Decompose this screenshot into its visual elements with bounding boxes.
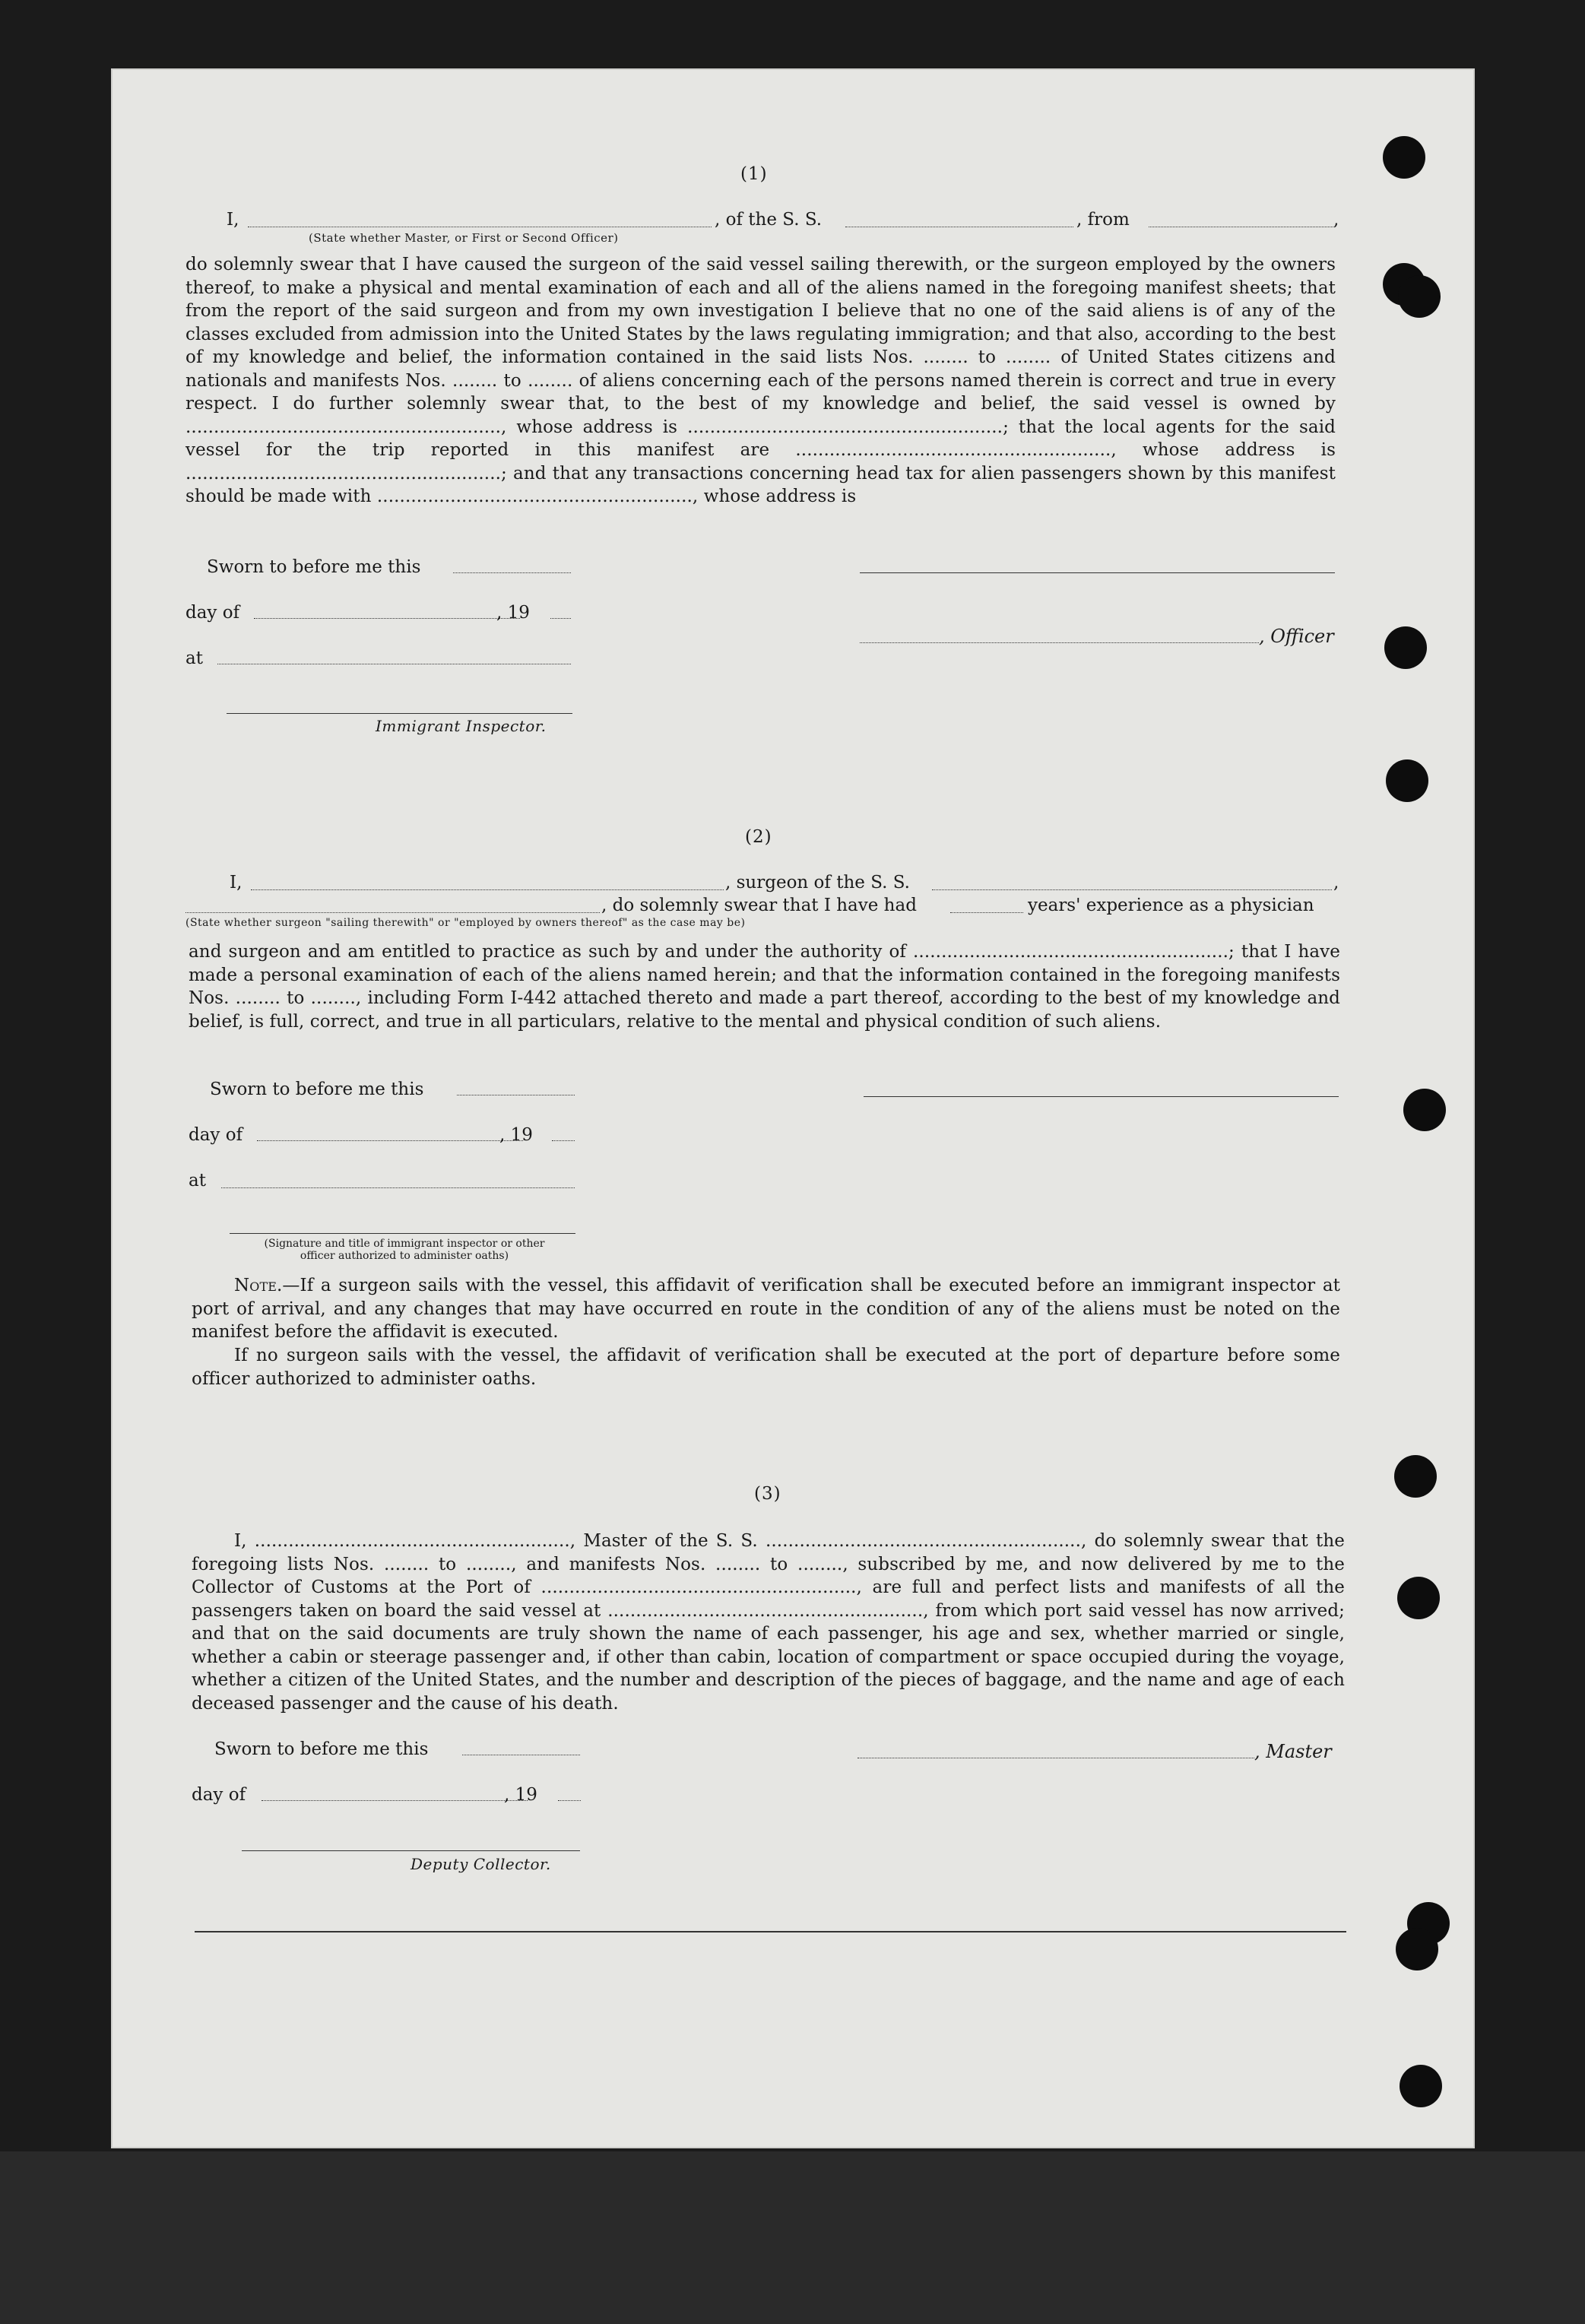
s2-surgeon-of-label: , surgeon of the S. S. <box>725 873 910 893</box>
punch-hole <box>1386 759 1428 802</box>
s2-year-field[interactable] <box>552 1140 575 1141</box>
scanner-background <box>0 2151 1585 2324</box>
s1-oath-paragraph: do solemnly swear that I have caused the surgeon of the said vessel sailing therewith, or the surgeon employed by the owners thereof, to make a physical and mental examination of each and all of the aliens named in the foregoing manifest sheets; that from the report of the said surgeon and from my own investigation I believe that no one of the said aliens is of any of the classes excluded from admission into the United States by the laws regulating immigration; and that also, according to the best of my knowledge and belief, the information contained in the said lists Nos. ........ to ........ of United States citizens and nationals and manifests Nos. ........ to ........ of aliens concerning each of the persons named therein is correct and true in every respect. I do further solemnly swear that, to the best of my knowledge and belief, the said vessel is owned by ........................................................, whose address is ........................................................; that the local agents for the said vessel for the trip reported in this manifest are ........................................................, whose address is ........................................................; and that any transactions concerning head tax for alien passengers shown by this manifest should be made with ........................................................, whose address is <box>185 255 1336 506</box>
s2-comma: , <box>1333 873 1339 893</box>
s3-deputy-caption: Deputy Collector. <box>411 1855 551 1873</box>
s1-i-label: I, <box>227 210 239 230</box>
s2-years-field[interactable] <box>950 912 1023 913</box>
s2-year-prefix: , 19 <box>499 1125 533 1145</box>
s3-deputy-signature-line[interactable] <box>242 1850 580 1851</box>
s1-rank-caption: (State whether Master, or First or Second Officer) <box>309 231 619 245</box>
s2-i-label: I, <box>230 873 243 893</box>
s2-signature-line[interactable] <box>230 1233 575 1234</box>
punch-hole <box>1396 1928 1438 1970</box>
section-2-number: (2) <box>745 827 772 847</box>
punch-hole <box>1394 1455 1437 1498</box>
s3-month-field[interactable] <box>262 1800 528 1801</box>
s1-of-ss-label: , of the S. S. <box>715 210 823 230</box>
s1-officer-signature-line[interactable] <box>860 572 1335 573</box>
s2-month-field[interactable] <box>257 1140 523 1141</box>
punch-hole <box>1384 626 1427 669</box>
punch-hole <box>1397 1577 1440 1619</box>
s3-master-label: , Master <box>1254 1741 1332 1762</box>
s1-comma: , <box>1333 210 1339 230</box>
s2-vessel-name-field[interactable] <box>932 889 1332 890</box>
s1-day-of-label: day of <box>185 603 240 623</box>
s3-oath-paragraph: I, ........................................................, Master of the S. S. ........................................................, do solemnly swear that the foregoing lists Nos. ........ to ........, and manifests Nos. ........ to ........, subscribed by me, and now delivered by me to the Collector of Customs at the Port of ........................................................, are full and perfect lists and manifests of all the passengers taken on board the said vessel at ........................................................, from which port said vessel has now arrived; and that on the said documents are truly shown the name of each passenger, his age and sex, whether married or single, whether a cabin or steerage passenger and, if other than cabin, location of compartment or space occupied during the voyage, whether a citizen of the United States, and the number and description of the pieces of baggage, and the name and age of each deceased passenger and the cause of his death. <box>192 1531 1345 1714</box>
s2-at-label: at <box>189 1171 206 1191</box>
s1-year-field[interactable] <box>550 618 571 619</box>
section-3-number: (3) <box>754 1484 781 1504</box>
s1-officer-name-field[interactable] <box>860 642 1259 643</box>
s2-swear-label: , do solemnly swear that I have had <box>601 896 917 915</box>
s2-signature-caption: (Signature and title of immigrant inspector or other officer authorized to administer oaths) <box>264 1238 545 1262</box>
s1-at-label: at <box>185 648 203 668</box>
s1-year-prefix: , 19 <box>496 603 530 623</box>
s1-month-field[interactable] <box>254 618 520 619</box>
s2-sworn-label: Sworn to before me this <box>210 1080 424 1099</box>
s3-day-of-label: day of <box>192 1785 246 1805</box>
section-1-number: (1) <box>740 164 768 184</box>
s2-note-paragraph <box>192 1274 1340 1344</box>
s2-oath-paragraph: and surgeon and am entitled to practice as such by and under the authority of ........................................................; that I have made a personal examination of each of the aliens named herein; and that the information contained in the foregoing manifests Nos. ........ to ........, including Form I-442 attached thereto and made a part thereof, according to the best of my knowledge and belief, is full, correct, and true in all particulars, relative to the mental and physical condition of such aliens. <box>189 942 1340 1032</box>
s2-years-label: years' experience as a physician <box>1028 896 1314 915</box>
punch-hole <box>1383 136 1425 179</box>
s1-sworn-label: Sworn to before me this <box>207 557 421 577</box>
s3-sworn-label: Sworn to before me this <box>214 1739 429 1759</box>
punch-hole <box>1403 1089 1446 1131</box>
s1-inspector-caption: Immigrant Inspector. <box>376 717 547 735</box>
s1-sworn-date-field[interactable] <box>453 572 571 573</box>
s1-officer-label: , Officer <box>1259 626 1334 647</box>
s2-at-place-field[interactable] <box>221 1187 575 1188</box>
s2-surgeon-name-field[interactable] <box>251 889 724 890</box>
s1-from-label: , from <box>1076 210 1130 230</box>
s2-note-text: —If a surgeon sails with the vessel, this affidavit of verification shall be executed before an immigrant inspector at port of arrival, and any changes that may have occurred en route in the condition of any of the aliens must be noted on the manifest before the affidavit is executed. <box>192 1276 1340 1342</box>
s2-surgeon-status-field[interactable] <box>185 912 600 913</box>
s3-year-field[interactable] <box>558 1800 581 1801</box>
s2-note-paragraph-2: If no surgeon sails with the vessel, the affidavit of verification shall be executed at the port of departure before some officer authorized to administer oaths. <box>192 1346 1340 1389</box>
s2-day-of-label: day of <box>189 1125 243 1145</box>
document-page <box>111 68 1475 2148</box>
punch-hole <box>1398 275 1441 318</box>
s3-year-prefix: , 19 <box>504 1785 537 1805</box>
punch-hole <box>1400 2065 1442 2107</box>
s2-surgeon-signature-line[interactable] <box>864 1096 1339 1097</box>
s2-note-label: Note. <box>234 1276 283 1295</box>
s2-status-caption: (State whether surgeon "sailing therewith" or "employed by owners thereof" as the case may be) <box>185 917 746 929</box>
s1-inspector-signature-line[interactable] <box>227 713 572 714</box>
page-bottom-rule <box>195 1931 1346 1932</box>
